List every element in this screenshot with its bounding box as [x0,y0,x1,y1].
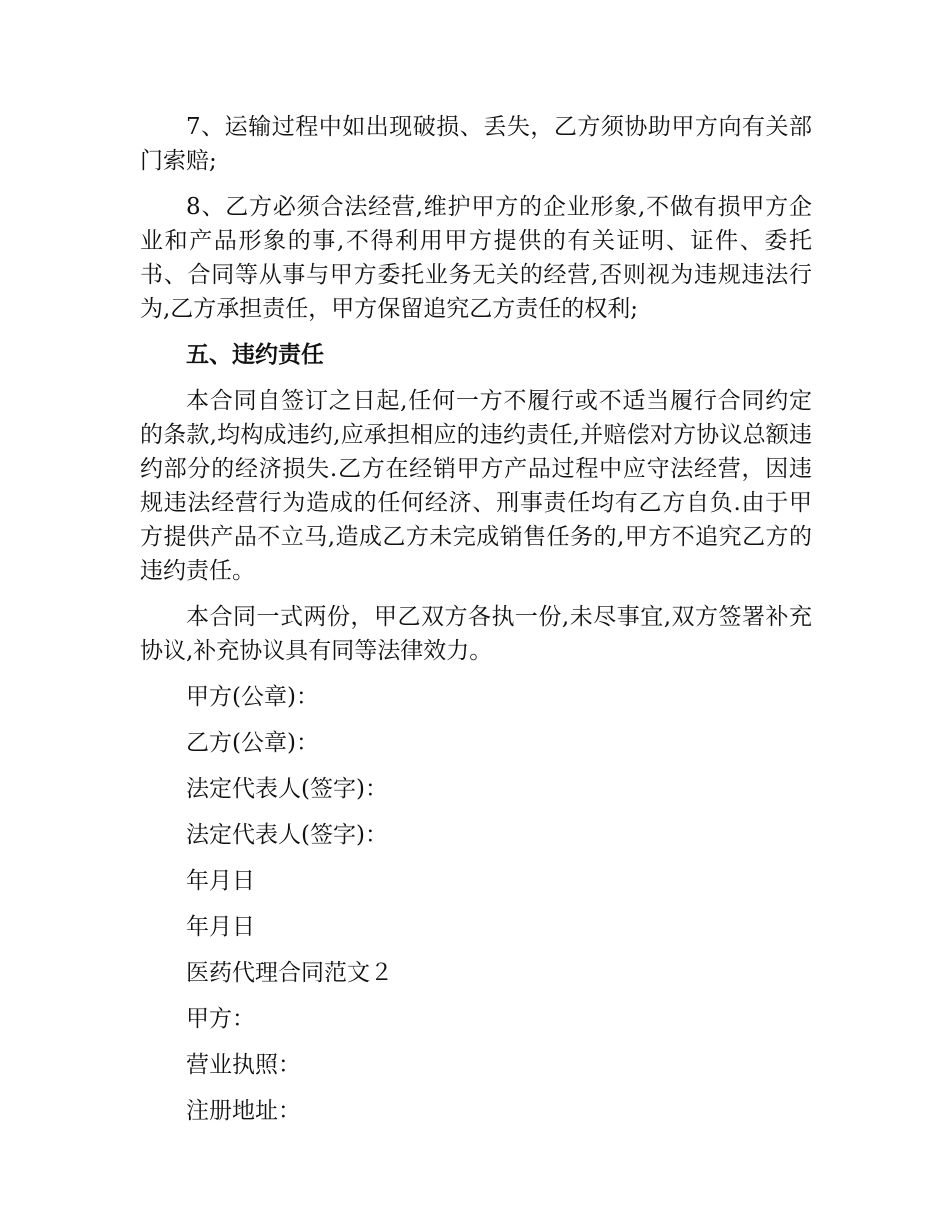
section-heading-liability: 五、违约责任 [186,341,324,368]
date-line-a: 年月日 [186,868,255,894]
document-body [140,110,812,1140]
next-business-license-field: 营业执照： [186,1052,301,1078]
clause-7-paragraph: 7、运输过程中如出现破损、丢失，乙方须协助甲方向有关部门索赔; [140,114,812,174]
liability-paragraph: 本合同自签订之日起,任何一方不履行或不适当履行合同约定的条款,均构成违约,应承担相应的违约责任,并赔偿对方协议总额违约部分的经济损失.乙方在经销甲方产品过程中应守法经营，因违规违法经营行为造成的任何经济、刑事责任均有乙方自负.由于甲方提供产品不立马,造成乙方未完成销售任务的,甲方不追究乙方的违约责任。 [140,388,812,584]
next-contract-title: 医药代理合同范文２ [186,960,393,986]
date-line-b: 年月日 [186,914,255,940]
legal-rep-signature-line-a: 法定代表人(签字)： [186,776,388,802]
party-b-seal-line: 乙方(公章)： [186,730,319,756]
copies-paragraph: 本合同一式两份，甲乙双方各执一份,未尽事宜,双方签署补充协议,补充协议具有同等法律效力。 [140,604,812,664]
party-a-seal-line: 甲方(公章)： [186,684,319,710]
clause-8-paragraph: 8、乙方必须合法经营,维护甲方的企业形象,不做有损甲方企业和产品形象的事,不得利用甲方提供的有关证明、证件、委托书、合同等从事与甲方委托业务无关的经营,否则视为违规违法行为,乙方承担责任，甲方保留追究乙方责任的权利; [140,194,812,322]
legal-rep-signature-line-b: 法定代表人(签字)： [186,822,388,848]
next-registered-address-field: 注册地址： [186,1098,301,1124]
next-party-a-field: 甲方： [186,1006,255,1032]
